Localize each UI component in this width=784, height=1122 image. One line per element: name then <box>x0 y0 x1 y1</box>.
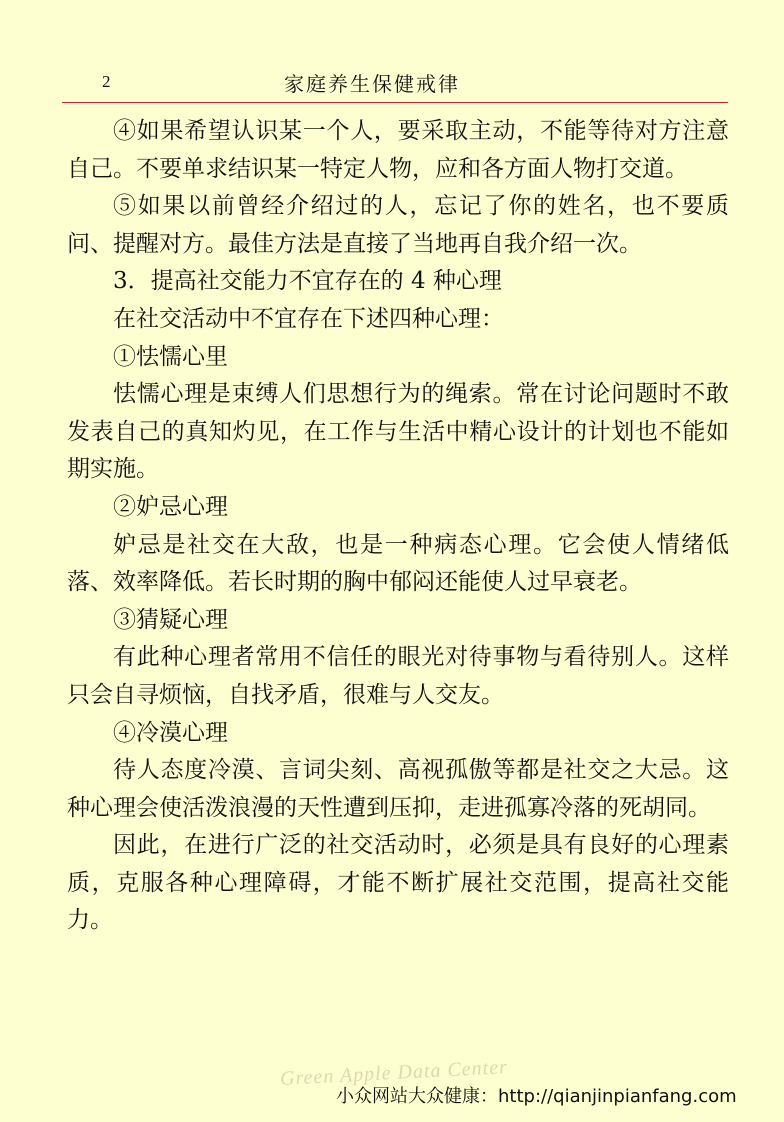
watermark: Green Apple Data Center <box>279 1056 509 1090</box>
paragraph-suspicion: 有此种心理者常用不信任的眼光对待事物与看待别人。这样只会自寻烦恼，自找矛盾，很难与人交友。 <box>67 644 729 708</box>
page-header <box>62 62 728 103</box>
paragraph-timidity: 怯懦心理是束缚人们思想行为的绳索。常在讨论问题时不敢发表自己的真知灼见，在工作与生活中精心设计的计划也不能如期实施。 <box>67 381 729 483</box>
section-intro: 在社交活动中不宜存在下述四种心理： <box>113 305 504 332</box>
paragraph-tip-5: ⑤如果以前曾经介绍过的人，忘记了你的姓名，也不要质问、提醒对方。最佳方法是直接了当地再自我介绍一次。 <box>67 193 729 257</box>
paragraph-conclusion: 因此，在进行广泛的社交活动时，必须是具有良好的心理素质，克服各种心理障碍，才能不断扩展社交范围，提高社交能力。 <box>67 832 729 934</box>
subheading-suspicion: ③猜疑心理 <box>113 606 228 633</box>
paragraph-indifference: 待人态度冷漠、言词尖刻、高视孤傲等都是社交之大忌。这种心理会使活泼浪漫的天性遭到压抑，走进孤寡冷落的死胡同。 <box>67 757 729 821</box>
book-title: 家庭养生保健戒律 <box>284 72 460 96</box>
paragraph-jealousy: 妒忌是社交在大敌，也是一种病态心理。它会使人情绪低落、效率降低。若长时期的胸中郁闷还能使人过早衰老。 <box>67 531 729 596</box>
subheading-jealousy: ②妒忌心理 <box>113 493 228 520</box>
page-number: 2 <box>102 72 111 91</box>
subheading-timidity: ①怯懦心里 <box>113 343 228 370</box>
paragraph-tip-4: ④如果希望认识某一个人，要采取主动，不能等待对方注意自己。不要单求结识某一特定人物，应和各方面人物打交道。 <box>67 118 729 182</box>
footer-credit: 小众网站大众健康：http://qianjinpianfang.com <box>336 1086 737 1107</box>
subheading-indifference: ④冷漠心理 <box>113 719 228 746</box>
section-heading: 3．提高社交能力不宜存在的 4 种心理 <box>113 268 502 295</box>
page-body <box>67 113 729 940</box>
